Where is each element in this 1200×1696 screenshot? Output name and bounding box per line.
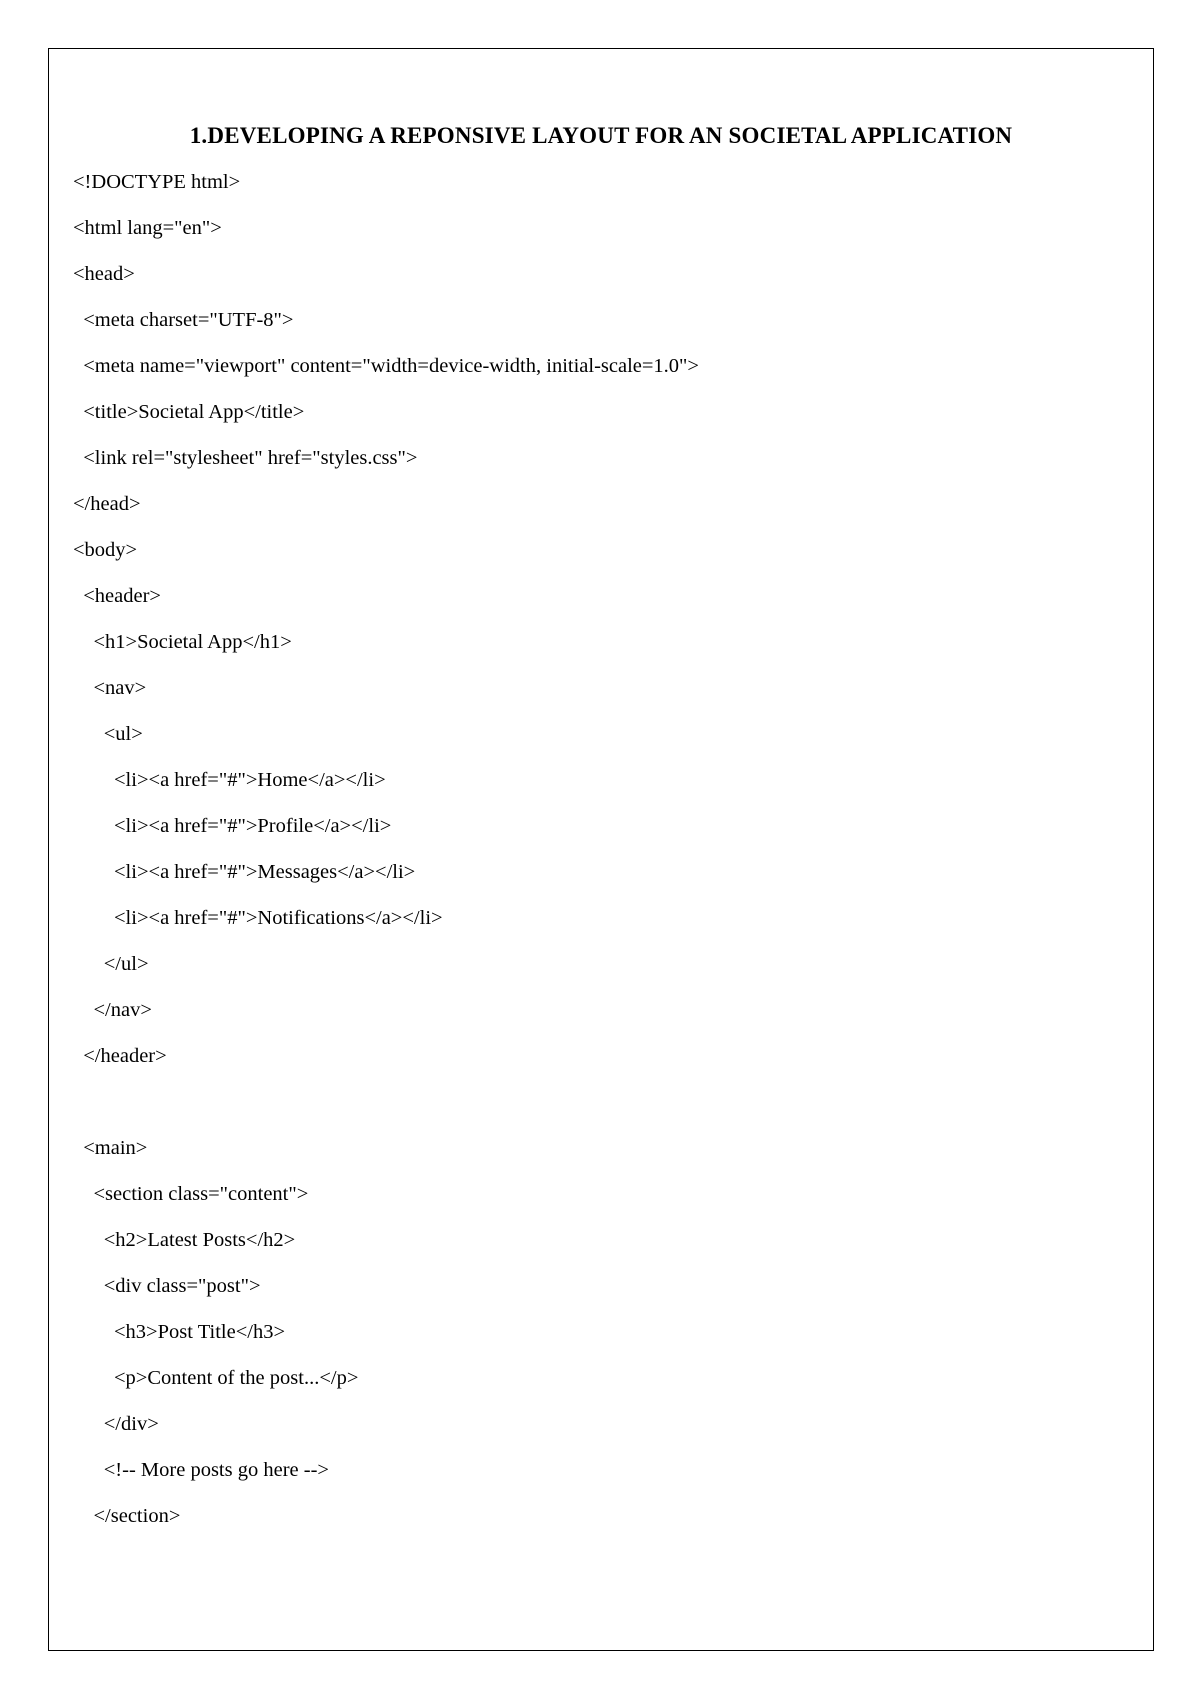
code-line: <html lang="en"> [73,217,222,239]
code-line: </section> [73,1505,181,1527]
code-line: <!DOCTYPE html> [73,171,241,193]
code-line: </head> [73,493,141,515]
code-line: <li><a href="#">Messages</a></li> [73,861,416,883]
code-line: </div> [73,1413,159,1435]
code-line: <h2>Latest Posts</h2> [73,1229,296,1251]
code-line: <h1>Societal App</h1> [73,631,292,653]
code-line: <li><a href="#">Profile</a></li> [73,815,392,837]
code-line [73,1079,699,1125]
code-line: <!-- More posts go here --> [73,1459,329,1481]
code-line: <body> [73,539,138,561]
code-line: <li><a href="#">Notifications</a></li> [73,907,443,929]
document-title: 1.DEVELOPING A REPONSIVE LAYOUT FOR AN SOCIETAL APPLICATION [189,123,1013,148]
code-line: <meta name="viewport" content="width=device-width, initial-scale=1.0"> [73,355,699,377]
code-line: <head> [73,263,135,285]
code-listing [73,159,699,1539]
code-line: <nav> [73,677,147,699]
code-line: <li><a href="#">Home</a></li> [73,769,386,791]
page-border [48,48,1154,1651]
code-line: <ul> [73,723,143,745]
code-line: <meta charset="UTF-8"> [73,309,294,331]
code-line: <header> [73,585,161,607]
code-line: <title>Societal App</title> [73,401,305,423]
code-line: </header> [73,1045,167,1067]
code-line: <p>Content of the post...</p> [73,1367,359,1389]
code-line: <section class="content"> [73,1183,309,1205]
code-line: <h3>Post Title</h3> [73,1321,286,1343]
code-line: <main> [73,1137,148,1159]
code-line: </nav> [73,999,152,1021]
code-line: <div class="post"> [73,1275,261,1297]
code-line: </ul> [73,953,149,975]
code-line: <link rel="stylesheet" href="styles.css"> [73,447,418,469]
